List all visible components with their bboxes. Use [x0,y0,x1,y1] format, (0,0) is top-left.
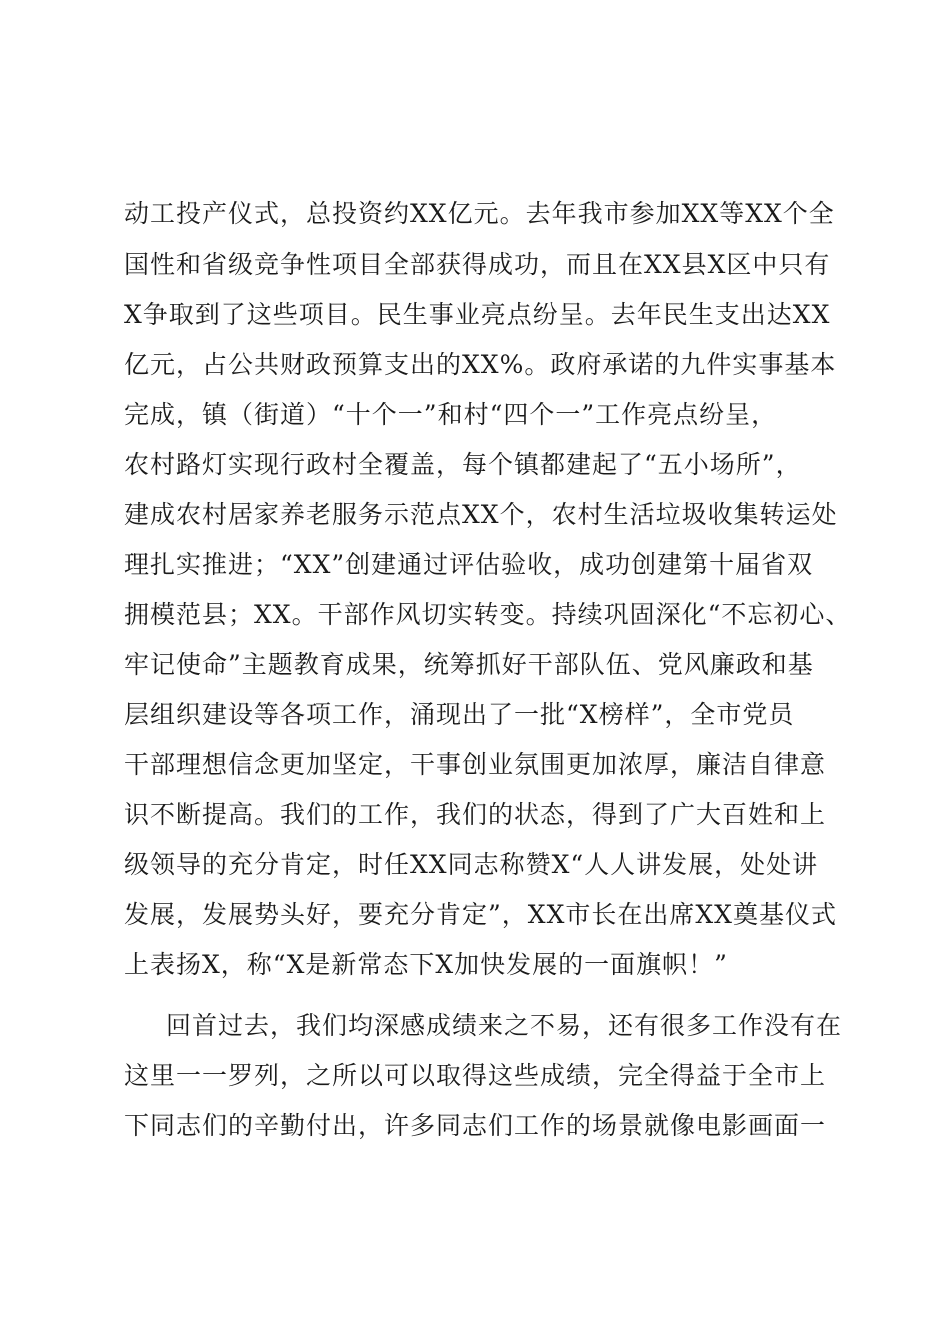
paragraph-1-line-3: X争取到了这些项目。民生事业亮点纷呈。去年民生支出达XX [124,300,831,329]
paragraph-2-line-3: 下同志们的辛勤付出，许多同志们工作的场景就像电影画面一 [124,1111,827,1140]
paragraph-1-line-12: 干部理想信念更加坚定，干事创业氛围更加浓厚，廉洁自律意 [124,750,827,779]
paragraph-1-line-15: 发展，发展势头好，要充分肯定”，XX市长在出席XX奠基仪式 [124,900,837,929]
paragraph-1-line-14: 级领导的充分肯定，时任XX同志称赞X“人人讲发展，处处讲 [124,850,819,879]
paragraph-1-line-2: 国性和省级竞争性项目全部获得成功，而且在XX县X区中只有 [124,250,831,279]
paragraph-1-line-13: 识不断提高。我们的工作，我们的状态，得到了广大百姓和上 [124,800,827,829]
paragraph-1-line-10: 牢记使命”主题教育成果，统筹抓好干部队伍、党风廉政和基 [124,650,814,679]
paragraph-1-line-11: 层组织建设等各项工作，涌现出了一批“X榜样”，全市党员 [124,700,795,729]
paragraph-1-line-7: 建成农村居家养老服务示范点XX个，农村生活垃圾收集转运处 [124,500,838,529]
paragraph-1-line-6: 农村路灯实现行政村全覆盖，每个镇都建起了“五小场所”， [124,450,802,479]
paragraph-2-line-2: 这里一一罗列，之所以可以取得这些成绩，完全得益于全市上 [124,1061,827,1090]
paragraph-1-line-16: 上表扬X，称“X是新常态下X加快发展的一面旗帜！” [124,950,728,979]
paragraph-2-line-1: 回首过去，我们均深感成绩来之不易，还有很多工作没有在 [166,1011,843,1040]
paragraph-1-line-8: 理扎实推进；“XX”创建通过评估验收，成功创建第十届省双 [124,550,814,579]
paragraph-1-line-9: 拥模范县；XX。干部作风切实转变。持续巩固深化“不忘初心、 [124,600,852,629]
paragraph-1-line-4: 亿元，占公共财政预算支出的XX%。政府承诺的九件实事基本 [124,350,837,379]
paragraph-1-line-5: 完成，镇（街道）“十个一”和村“四个一”工作亮点纷呈， [124,400,778,429]
paragraph-1-line-1: 动工投产仪式，总投资约XX亿元。去年我市参加XX等XX个全 [124,199,835,228]
